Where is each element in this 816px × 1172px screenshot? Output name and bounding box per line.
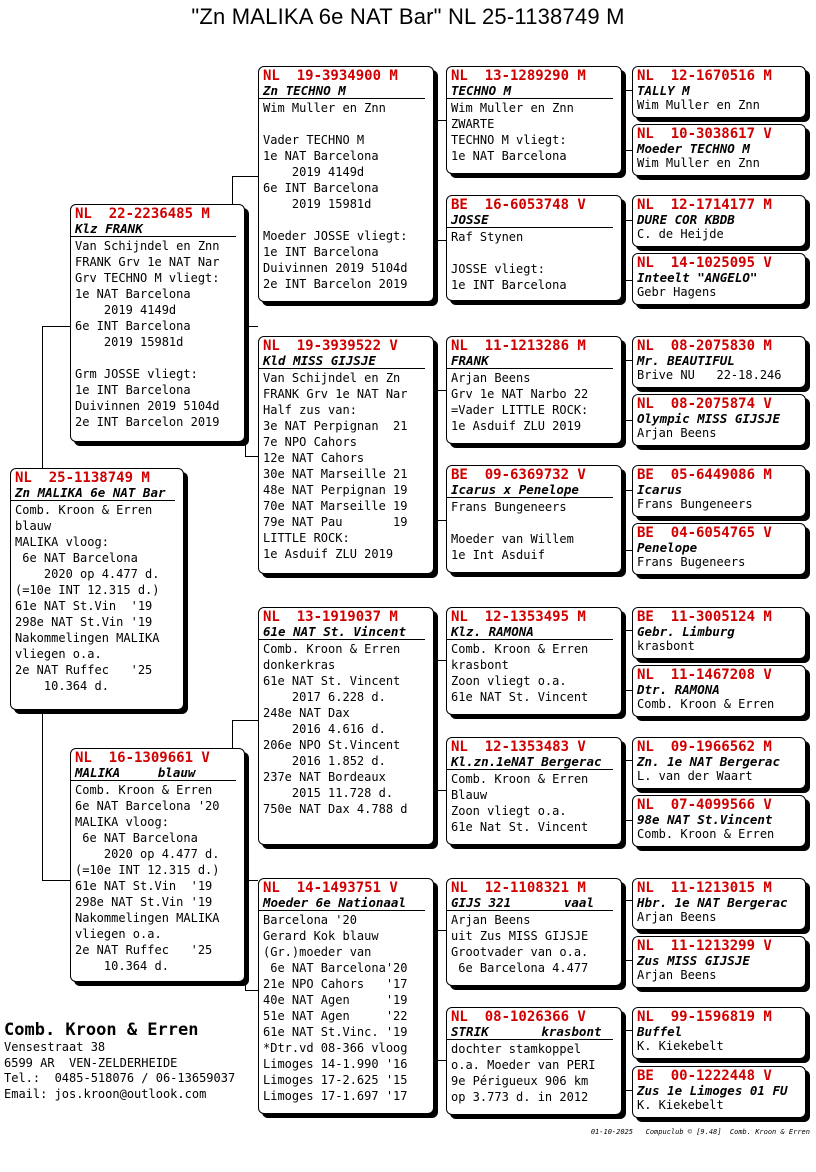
- ring-number: NL 12-1714177 M: [637, 197, 772, 213]
- pigeon-name: DURE COR KBDB: [637, 212, 735, 227]
- pigeon-name: 61e NAT St. Vincent: [259, 625, 425, 640]
- pigeon-name: Olympic MISS GIJSJE: [637, 411, 780, 426]
- connector-line: [42, 880, 70, 881]
- connector-line: [621, 490, 632, 491]
- pigeon-details: Comb. Kroon & Erren: [637, 697, 775, 711]
- connector-line: [621, 630, 632, 631]
- pigeon-name: FRANK: [447, 354, 613, 369]
- ring-number: NL 12-1353483 V: [451, 739, 586, 755]
- pigeon-name: Inteelt "ANGELO": [637, 270, 758, 285]
- pigeon-name: TECHNO M: [447, 84, 613, 99]
- pigeon-details: Van Schijndel en Zn FRANK Grv 1e NAT Nar Half zus van: 3e NAT Perpignan 21 7e NPO Cahors 12e NAT Cahors 30e NAT Marseille 21 48e NAT Perpignan 19 70e NAT Marseille 19 79e NAT Pau 19 LITTLE ROCK: 1e Asduif ZLU 2019: [263, 371, 408, 561]
- ring-number: NL 08-2075874 V: [637, 396, 772, 412]
- pigeon-details: Comb. Kroon & Erren donkerkras 61e NAT St. Vincent 2017 6.228 d. 248e NAT Dax 2016 4.616 d. 206e NPO St.Vincent 2016 1.852 d. 237e NAT Bordeaux 2015 11.728 d. 750e NAT Dax 4.788 d: [263, 642, 408, 816]
- connector-line: [232, 176, 258, 177]
- pigeon-details: Van Schijndel en Znn FRANK Grv 1e NAT Nar Grv TECHNO M vliegt: 1e NAT Barcelona 2019 4149d 6e INT Barcelona 2019 15981d Grm JOSSE vliegt: 1e INT Barcelona Duivinnen 2019 5104d 2e INT Barcelon 2019: [75, 239, 220, 429]
- pigeon-details: Frans Bugeneers: [637, 555, 746, 569]
- pigeon-name: TALLY M: [637, 83, 690, 98]
- pedigree-card-dam[interactable]: [70, 748, 245, 982]
- pigeon-details: Comb. Kroon & Erren Blauw Zoon vliegt o.a. 61e Nat St. Vincent: [451, 772, 589, 834]
- pedigree-card-g4-4[interactable]: [632, 253, 806, 305]
- pigeon-name: Zn MALIKA 6e NAT Bar: [11, 486, 175, 501]
- connector-line: [621, 820, 632, 821]
- ring-number: NL 08-1026366 V: [451, 1009, 586, 1025]
- pedigree-card-g4-3[interactable]: [632, 195, 806, 247]
- pedigree-card-g4-16[interactable]: [632, 1066, 806, 1118]
- pedigree-card-dam-sire[interactable]: [258, 607, 434, 845]
- ring-number: BE 05-6449086 M: [637, 467, 772, 483]
- connector-line: [621, 760, 632, 761]
- ring-number: NL 08-2075830 M: [637, 338, 772, 354]
- pedigree-card-g4-2[interactable]: [632, 124, 806, 176]
- pigeon-details: Frans Bungeneers Moeder van Willem 1e Int Asduif: [451, 500, 574, 562]
- pigeon-details: Wim Muller en Znn: [637, 156, 760, 170]
- pigeon-details: Arjan Beens uit Zus MISS GIJSJE Grootvader van o.a. 6e Barcelona 4.477: [451, 913, 589, 975]
- owner-name: Comb. Kroon & Erren: [4, 1020, 199, 1040]
- pigeon-details: krasbont: [637, 639, 695, 653]
- pedigree-card-g4-12[interactable]: [632, 795, 806, 847]
- ring-number: NL 11-1213286 M: [451, 338, 586, 354]
- pedigree-card-g3-5[interactable]: [446, 607, 622, 715]
- ring-number: BE 11-3005124 M: [637, 609, 772, 625]
- ring-number: BE 16-6053748 V: [451, 197, 586, 213]
- pedigree-card-subject[interactable]: [10, 468, 184, 710]
- owner-contact: [4, 1020, 235, 1102]
- connector-line: [433, 1060, 446, 1061]
- ring-number: NL 12-1108321 M: [451, 880, 586, 896]
- ring-number: NL 12-1670516 M: [637, 68, 772, 84]
- pigeon-details: Barcelona '20 Gerard Kok blauw (Gr.)moeder van 6e NAT Barcelona'20 21e NPO Cahors '17 40e NAT Agen '19 51e NAT Agen '22 61e NAT St.Vinc. '19 *Dtr.vd 08-366 vloog Limoges 14-1.990 '16 Limoges 17-2.625 '15 Limoges 17-1.697 '17: [263, 913, 408, 1103]
- pigeon-details: Raf Stynen JOSSE vliegt: 1e INT Barcelona: [451, 230, 567, 292]
- ring-number: BE 04-6054765 V: [637, 525, 772, 541]
- connector-line: [621, 150, 632, 151]
- connector-line: [42, 326, 72, 327]
- pigeon-name: MALIKA blauw: [71, 766, 236, 781]
- pigeon-name: Klz FRANK: [71, 222, 236, 237]
- pigeon-name: Klz. RAMONA: [447, 625, 613, 640]
- ring-number: BE 00-1222448 V: [637, 1068, 772, 1084]
- ring-number: NL 13-1919037 M: [263, 609, 398, 625]
- connector-line: [621, 960, 632, 961]
- pigeon-name: Moeder 6e Nationaal: [259, 896, 425, 911]
- pigeon-details: L. van der Waart: [637, 769, 753, 783]
- connector-line: [232, 176, 233, 206]
- ring-number: NL 10-3038617 V: [637, 126, 772, 142]
- connector-line: [621, 90, 632, 91]
- pigeon-details: K. Kiekebelt: [637, 1039, 724, 1053]
- pigeon-name: Zn. 1e NAT Bergerac: [637, 754, 780, 769]
- ring-number: NL 19-3934900 M: [263, 68, 398, 84]
- connector-line: [433, 660, 446, 661]
- pigeon-details: Comb. Kroon & Erren krasbont Zoon vliegt o.a. 61e NAT St. Vincent: [451, 642, 589, 704]
- pigeon-details: Brive NU 22-18.246: [637, 368, 782, 382]
- connector-line: [621, 420, 632, 421]
- pedigree-card-g3-8[interactable]: [446, 1007, 622, 1115]
- pedigree-card-g4-11[interactable]: [632, 737, 806, 789]
- pigeon-details: Arjan Beens Grv 1e NAT Narbo 22 =Vader LITTLE ROCK: 1e Asduif ZLU 2019: [451, 371, 589, 433]
- pigeon-name: Buffel: [637, 1024, 683, 1039]
- pedigree-card-g4-8[interactable]: [632, 523, 806, 575]
- connector-line: [433, 930, 446, 931]
- connector-line: [245, 880, 246, 990]
- ring-number: NL 12-1353495 M: [451, 609, 586, 625]
- pedigree-card-g4-5[interactable]: [632, 336, 806, 388]
- owner-city: 6599 AR VEN-ZELDERHEIDE: [4, 1055, 178, 1070]
- pigeon-details: Wim Muller en Znn ZWARTE TECHNO M vliegt: 1e NAT Barcelona: [451, 101, 574, 163]
- ring-number: NL 13-1289290 M: [451, 68, 586, 84]
- ring-number: NL 07-4099566 V: [637, 797, 772, 813]
- page-title: "Zn MALIKA 6e NAT Bar" NL 25-1138749 M: [191, 4, 625, 29]
- connector-line: [621, 220, 632, 221]
- connector-line: [621, 1090, 632, 1091]
- pedigree-card-g4-1[interactable]: [632, 66, 806, 118]
- connector-line: [433, 790, 446, 791]
- pedigree-card-sire-dam[interactable]: [258, 336, 434, 574]
- pedigree-card-g4-7[interactable]: [632, 465, 806, 517]
- ring-number: NL 14-1493751 V: [263, 880, 398, 896]
- pigeon-details: Arjan Beens: [637, 910, 717, 924]
- connector-line: [42, 326, 43, 468]
- pigeon-details: Wim Muller en Znn: [637, 98, 760, 112]
- pigeon-details: Comb. Kroon & Erren blauw MALIKA vloog: 6e NAT Barcelona 2020 op 4.477 d. (=10e INT 12.315 d.) 61e NAT St.Vin '19 298e NAT St.Vin '19 Nakommelingen MALIKA vliegen o.a. 2e NAT Ruffec '25 10.364 d.: [15, 503, 160, 693]
- pedigree-card-g4-9[interactable]: [632, 607, 806, 659]
- pigeon-name: JOSSE: [447, 213, 613, 228]
- pigeon-details: dochter stamkoppel o.a. Moeder van PERI 9e Périgueux 906 km op 3.773 d. in 2012: [451, 1042, 596, 1104]
- pigeon-details: Wim Muller en Znn Vader TECHNO M 1e NAT Barcelona 2019 4149d 6e INT Barcelona 2019 15981d Moeder JOSSE vliegt: 1e INT Barcelona Duivinnen 2019 5104d 2e INT Barcelon 2019: [263, 101, 408, 291]
- pigeon-details: Comb. Kroon & Erren 6e NAT Barcelona '20 MALIKA vloog: 6e NAT Barcelona 2020 op 4.477 d. (=10e INT 12.315 d.) 61e NAT St.Vin '19 298e NAT St.Vin '19 Nakommelingen MALIKA vliegen o.a. 2e NAT Ruffec '25 10.364 d.: [75, 783, 220, 973]
- pigeon-name: Gebr. Limburg: [637, 624, 735, 639]
- pigeon-details: Comb. Kroon & Erren: [637, 827, 775, 841]
- pedigree-card-g4-13[interactable]: [632, 878, 806, 930]
- connector-line: [433, 120, 446, 121]
- pedigree-card-g3-7[interactable]: [446, 878, 622, 986]
- pigeon-name: Dtr. RAMONA: [637, 682, 720, 697]
- pigeon-details: Gebr Hagens: [637, 285, 717, 299]
- connector-line: [621, 550, 632, 551]
- pigeon-name: Zus MISS GIJSJE: [637, 953, 750, 968]
- connector-line: [621, 690, 632, 691]
- pedigree-card-sire[interactable]: [70, 204, 245, 442]
- connector-line: [245, 990, 258, 991]
- pigeon-name: GIJS 321 vaal: [447, 896, 613, 911]
- pigeon-name: 98e NAT St.Vincent: [637, 812, 773, 827]
- pedigree-card-dam-dam[interactable]: [258, 878, 434, 1114]
- pedigree-card-g3-2[interactable]: [446, 195, 622, 301]
- ring-number: NL 16-1309661 V: [75, 750, 210, 766]
- connector-line: [621, 900, 632, 901]
- pigeon-name: Icarus: [637, 482, 683, 497]
- owner-street: Vensestraat 38: [4, 1040, 106, 1054]
- ring-number: NL 11-1213299 V: [637, 938, 772, 954]
- pigeon-name: Mr. BEAUTIFUL: [637, 353, 735, 368]
- pigeon-name: Kld MISS GIJSJE: [259, 354, 425, 369]
- owner-phone: Tel.: 0485-518076 / 06-13659037: [4, 1071, 236, 1085]
- ring-number: NL 11-1467208 V: [637, 667, 772, 683]
- ring-number: NL 22-2236485 M: [75, 206, 210, 222]
- ring-number: NL 99-1596819 M: [637, 1009, 772, 1025]
- connector-line: [232, 720, 258, 721]
- pedigree-card-g3-6[interactable]: [446, 737, 622, 845]
- pedigree-card-g3-1[interactable]: [446, 66, 622, 174]
- pedigree-card-g3-4[interactable]: [446, 465, 622, 573]
- pigeon-details: Arjan Beens: [637, 426, 717, 440]
- pedigree-card-g3-3[interactable]: [446, 336, 622, 444]
- pigeon-name: Moeder TECHNO M: [637, 141, 750, 156]
- pedigree-card-g4-14[interactable]: [632, 936, 806, 988]
- pigeon-name: Icarus x Penelope: [447, 483, 613, 498]
- connector-line: [433, 390, 446, 391]
- pigeon-details: K. Kiekebelt: [637, 1098, 724, 1112]
- pigeon-name: Zn TECHNO M: [259, 84, 425, 99]
- pigeon-name: Kl.zn.1eNAT Bergerac: [447, 755, 613, 770]
- ring-number: NL 14-1025095 V: [637, 255, 772, 271]
- connector-line: [621, 360, 632, 361]
- connector-line: [245, 456, 258, 457]
- pigeon-name: Penelope: [637, 540, 698, 555]
- connector-line: [621, 1030, 632, 1031]
- pigeon-details: Frans Bungeneers: [637, 497, 753, 511]
- connector-line: [433, 520, 446, 521]
- ring-number: NL 11-1213015 M: [637, 880, 772, 896]
- pigeon-name: Hbr. 1e NAT Bergerac: [637, 895, 788, 910]
- pigeon-name: Zus 1e Limoges 01 FU: [637, 1083, 788, 1098]
- pedigree-card-g4-6[interactable]: [632, 394, 806, 446]
- connector-line: [433, 240, 446, 241]
- connector-line: [42, 710, 43, 880]
- pigeon-name: STRIK krasbont: [447, 1025, 613, 1040]
- ring-number: NL 19-3939522 V: [263, 338, 398, 354]
- pigeon-details: C. de Heijde: [637, 227, 724, 241]
- ring-number: NL 25-1138749 M: [15, 470, 150, 486]
- connector-line: [245, 326, 246, 456]
- pigeon-details: Arjan Beens: [637, 968, 717, 982]
- pedigree-card-g4-15[interactable]: [632, 1007, 806, 1059]
- pedigree-card-g4-10[interactable]: [632, 665, 806, 717]
- connector-line: [621, 280, 632, 281]
- ring-number: BE 09-6369732 V: [451, 467, 586, 483]
- footer-credit: 01-10-2025 Compuclub © [9.48] Comb. Kroon & Erren: [590, 1128, 810, 1136]
- pedigree-card-sire-sire[interactable]: [258, 66, 434, 302]
- connector-line: [232, 720, 233, 750]
- owner-email[interactable]: Email: jos.kroon@outlook.com: [4, 1086, 207, 1101]
- ring-number: NL 09-1966562 M: [637, 739, 772, 755]
